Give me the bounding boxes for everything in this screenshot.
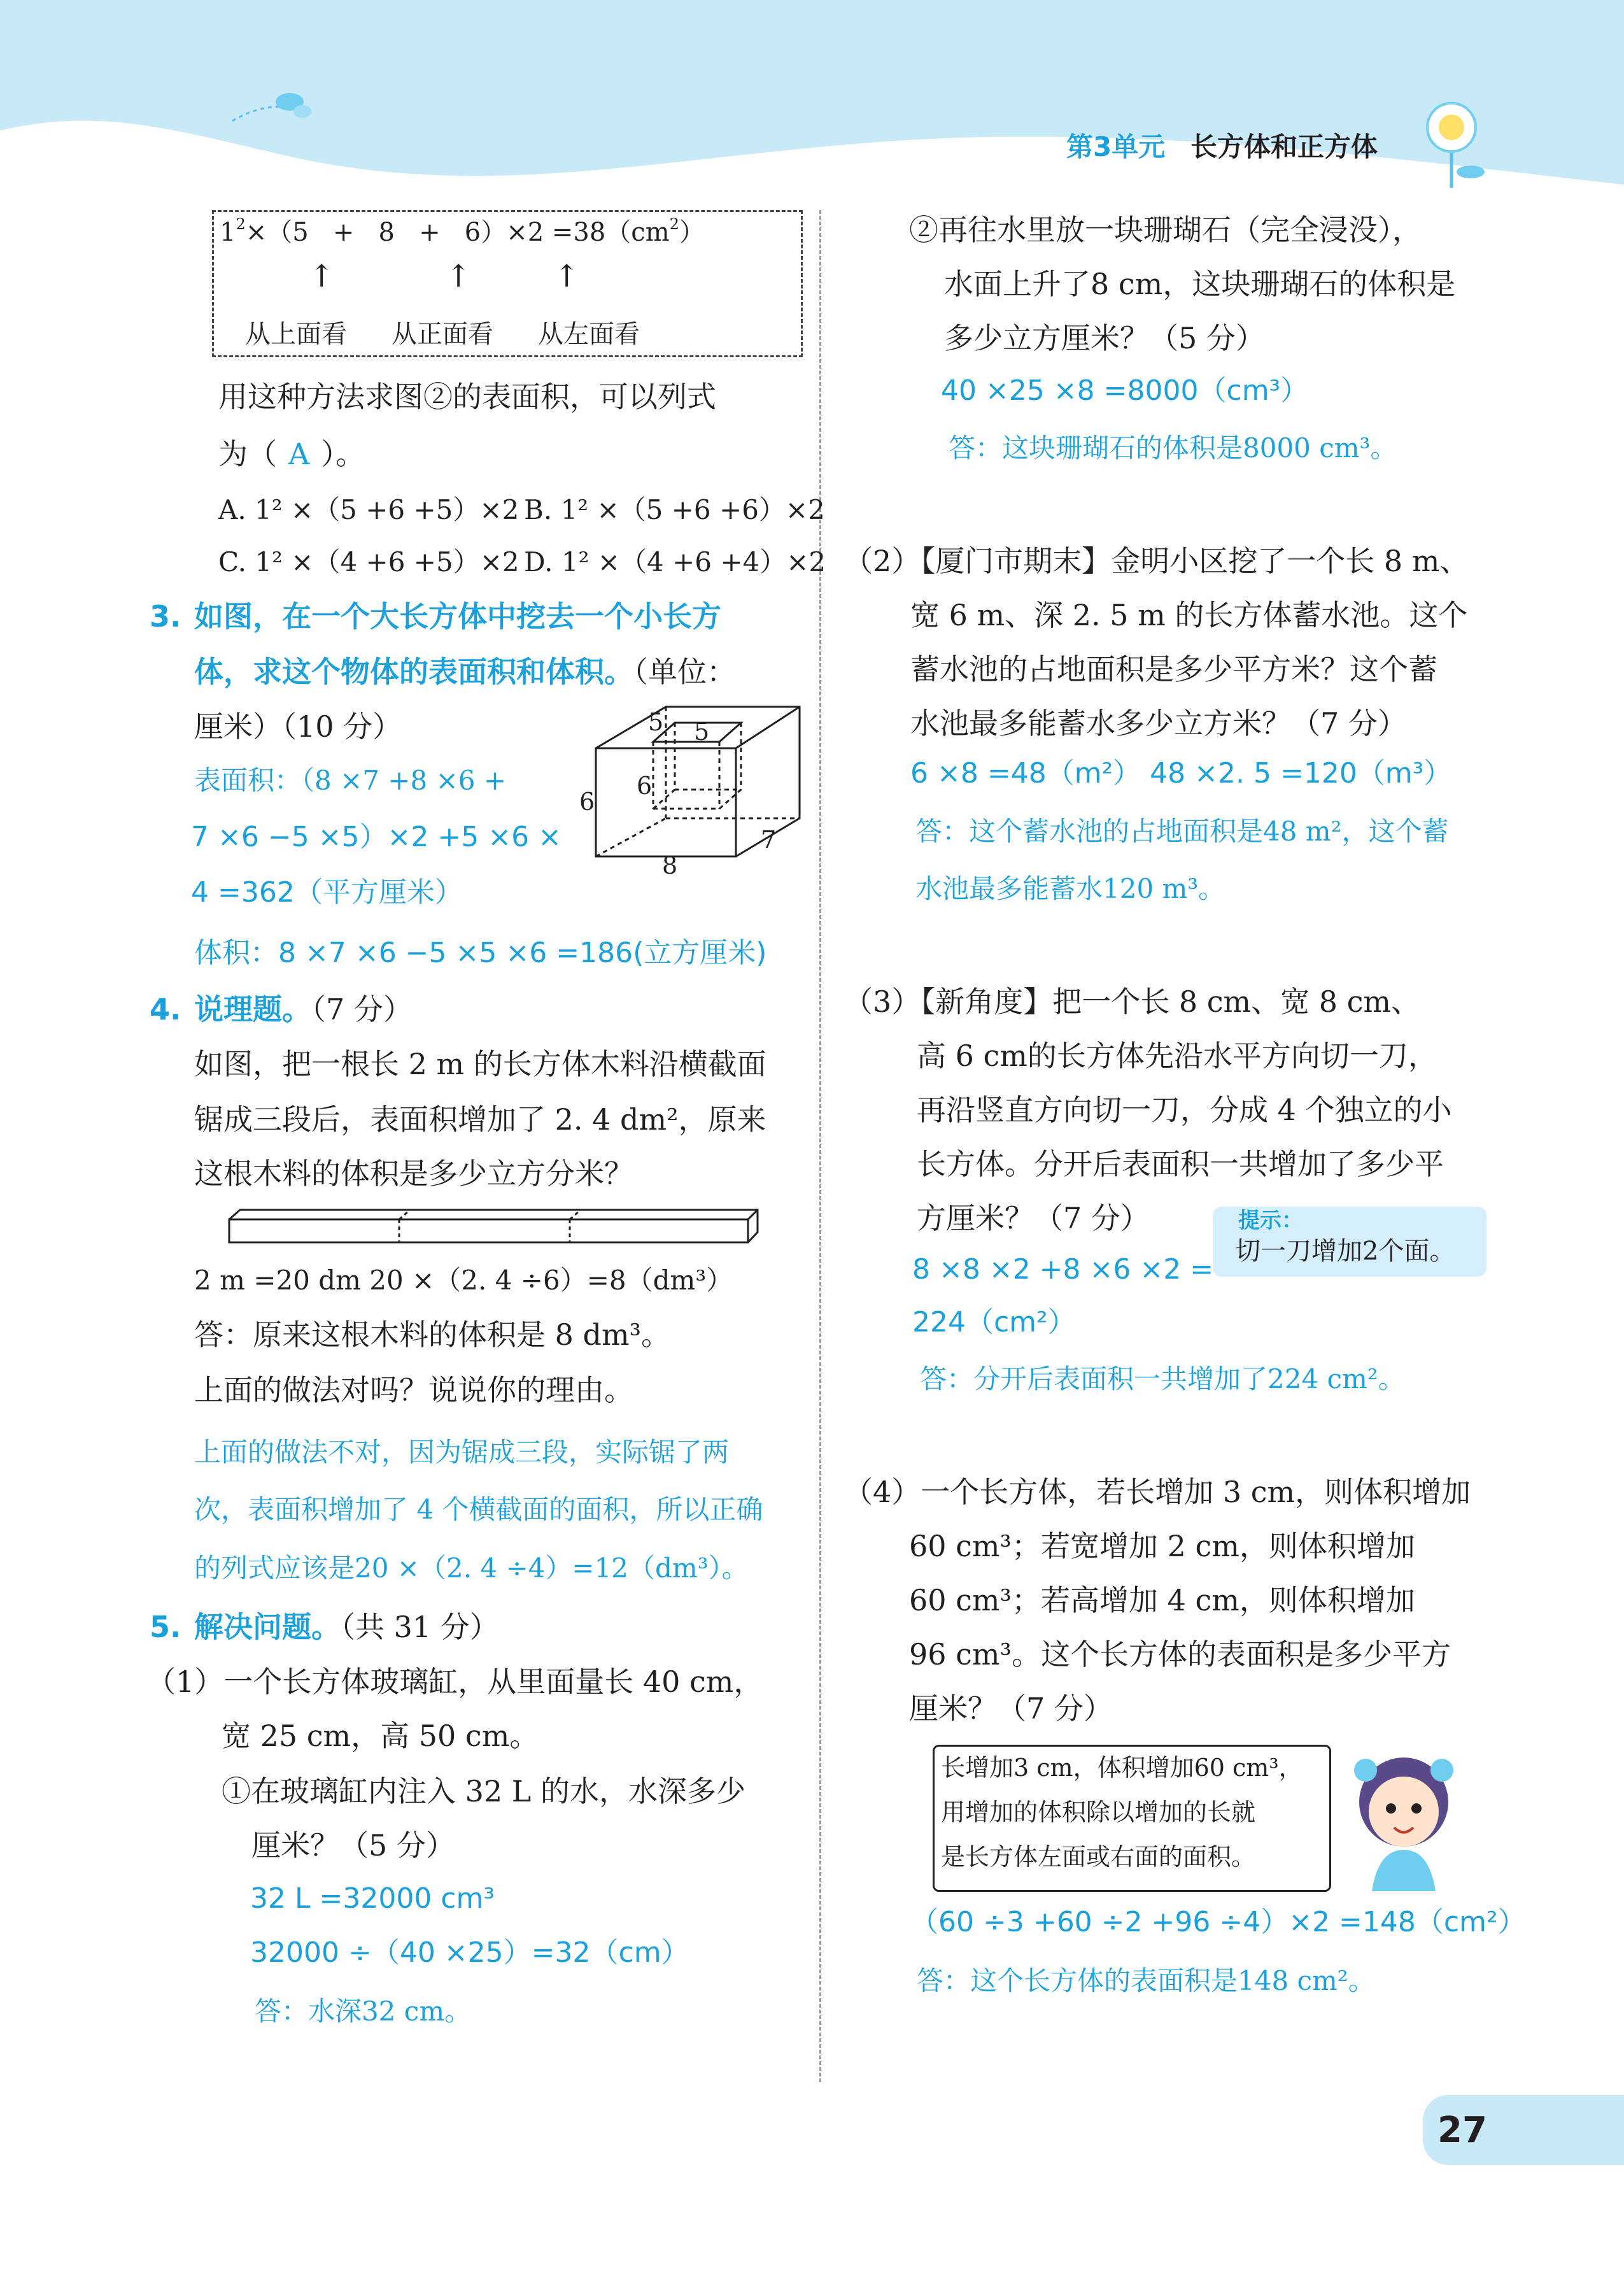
q5-part1-line1: （1）一个长方体玻璃缸，从里面量长 40 cm， — [146, 1665, 763, 1699]
q4-line1: 如图，把一根长 2 m 的长方体木料沿横截面 — [194, 1047, 766, 1081]
q4-line3: 这根木料的体积是多少立方分米？ — [194, 1156, 633, 1191]
q5-sub1-answer1: 32 L =32000 cm³ — [250, 1882, 495, 1915]
arrow-top: ↑ — [309, 259, 335, 294]
girl-illustration — [1340, 1745, 1467, 1891]
q3-answer-line4: 体积：8 ×7 ×6 −5 ×5 ×6 =186(立方厘米) — [194, 937, 767, 969]
page-number: 27 — [1437, 2110, 1487, 2151]
p3-answer1: 8 ×8 ×2 +8 ×6 ×2 = — [912, 1253, 1214, 1286]
q3-line1: 如图，在一个大长方体中挖去一个小长方 — [194, 599, 721, 634]
wood-beam-figure — [226, 1207, 761, 1245]
q4-line6: 上面的做法对吗？说说你的理由。 — [194, 1373, 633, 1407]
option-c: C. 1² ×（4 +6 +5）×2 — [218, 546, 519, 578]
q2-text-line2: 为（ A ）。 — [218, 437, 365, 471]
p4-line5: 厘米？（7 分） — [909, 1691, 1113, 1726]
p3-line4: 长方体。分开后表面积一共增加了多少平 — [917, 1147, 1444, 1181]
q4-number: 4. — [150, 992, 181, 1026]
q5-part1-line2: 宽 25 cm，高 50 cm。 — [222, 1719, 539, 1753]
formula-line: $1^2\times(5 + 8 + 6)\times 2 =38(cm^2)$ — [220, 215, 705, 247]
q4-title: 说理题。（7 分） — [194, 992, 413, 1026]
fig-label-6a: 6 — [579, 788, 595, 816]
view-label-front: 从正面看 — [392, 320, 493, 349]
bubble-line2: 用增加的体积除以增加的长就 — [941, 1798, 1256, 1826]
option-d: D. 1² ×（4 +6 +4）×2 — [524, 546, 826, 578]
q5-title: 解决问题。（共 31 分） — [194, 1610, 499, 1644]
p4-line1: （4）一个长方体，若长增加 3 cm，则体积增加 — [844, 1475, 1471, 1509]
q3-answer-line2: 7 ×6 −5 ×5）×2 +5 ×6 × — [191, 821, 561, 853]
hint-title: 提示： — [1238, 1208, 1303, 1233]
column-divider — [819, 210, 821, 2082]
bubble-line1: 长增加3 cm，体积增加60 cm³， — [941, 1754, 1303, 1782]
q3-number: 3. — [150, 599, 181, 634]
p2-answer1: 6 ×8 =48（m²） 48 ×2. 5 =120（m³） — [910, 757, 1452, 790]
q4-answer-line3: 的列式应该是20 ×（2. 4 ÷4）=12（dm³）。 — [194, 1552, 749, 1584]
p2-line3: 蓄水池的占地面积是多少平方米？这个蓄 — [910, 652, 1437, 686]
p3-line3: 再沿竖直方向切一刀，分成 4 个独立的小 — [917, 1093, 1452, 1127]
s2-answer1: 40 ×25 ×8 =8000（cm³） — [941, 374, 1309, 407]
p4-answer2: 答：这个长方体的表面积是148 cm²。 — [917, 1965, 1375, 1996]
bubble-line3: 是长方体左面或右面的面积。 — [941, 1843, 1256, 1871]
q3-line3: 厘米）（10 分） — [194, 709, 402, 744]
q5-sub1-answer3: 答：水深32 cm。 — [255, 1996, 472, 2027]
p3-line2: 高 6 cm的长方体先沿水平方向切一刀， — [917, 1039, 1437, 1073]
s2-line2: 水面上升了8 cm，这块珊瑚石的体积是 — [944, 267, 1456, 301]
hint-text: 切一刀增加2个面。 — [1235, 1237, 1455, 1266]
view-label-left: 从左面看 — [538, 320, 640, 349]
q4-answer-line2: 次，表面积增加了 4 个横截面的面积，所以正确 — [194, 1494, 763, 1525]
p3-answer3: 答：分开后表面积一共增加了224 cm²。 — [920, 1363, 1405, 1395]
s2-line1: ②再往水里放一块珊瑚石（完全浸没）， — [909, 213, 1422, 247]
fig-label-5b: 5 — [694, 718, 710, 746]
fig-label-8: 8 — [662, 851, 678, 879]
q4-line2: 锯成三段后，表面积增加了 2. 4 dm²，原来 — [194, 1102, 766, 1137]
p2-answer2: 答：这个蓄水池的占地面积是48 m²，这个蓄 — [915, 816, 1449, 847]
q4-line4: 2 m =20 dm 20 ×（2. 4 ÷6）=8（dm³） — [194, 1265, 733, 1296]
flower-icon — [1420, 96, 1496, 194]
p4-answer1: （60 ÷3 +60 ÷2 +96 ÷4）×2 =148（cm²） — [910, 1906, 1526, 1938]
q2-text-line1: 用这种方法求图②的表面积，可以列式 — [218, 380, 716, 414]
option-b: B. 1² ×（5 +6 +6）×2 — [524, 494, 825, 525]
q3-answer-line1: 表面积：（8 ×7 +8 ×6 + — [194, 765, 507, 796]
s2-line3: 多少立方厘米？（5 分） — [944, 321, 1265, 355]
q5-sub1-answer2: 32000 ÷（40 ×25）=32（cm） — [250, 1936, 689, 1969]
q3-line2: 体，求这个物体的表面积和体积。（单位： — [194, 655, 736, 689]
q5-sub1-line2: 厘米？（5 分） — [251, 1828, 455, 1863]
q4-answer-line1: 上面的做法不对，因为锯成三段，实际锯了两 — [194, 1437, 730, 1468]
p4-line4: 96 cm³。这个长方体的表面积是多少平方 — [909, 1637, 1451, 1672]
p2-answer3: 水池最多能蓄水120 m³。 — [915, 873, 1225, 904]
arrow-front: ↑ — [446, 259, 472, 294]
p2-line4: 水池最多能蓄水多少立方米？（7 分） — [910, 706, 1407, 741]
q4-line5: 答：原来这根木料的体积是 8 dm³。 — [194, 1317, 671, 1352]
p3-line1: （3）【新角度】把一个长 8 cm、宽 8 cm、 — [844, 984, 1421, 1019]
s2-answer2: 答：这块珊瑚石的体积是8000 cm³。 — [949, 432, 1397, 464]
chapter-title: 长方体和正方体 — [1190, 131, 1378, 162]
p3-line5: 方厘米？（7 分） — [917, 1201, 1150, 1235]
fig-label-5a: 5 — [648, 708, 664, 736]
view-label-top: 从上面看 — [245, 320, 347, 349]
butterfly-icon — [226, 83, 315, 136]
arrow-left: ↑ — [554, 259, 580, 294]
unit-label: 第3单元 — [1066, 131, 1166, 162]
p2-line1: （2）【厦门市期末】金明小区挖了一个长 8 m、 — [844, 544, 1469, 578]
option-a: A. 1² ×（5 +6 +5）×2 — [218, 494, 519, 525]
p3-answer2: 224（cm²） — [912, 1306, 1076, 1338]
p4-line2: 60 cm³；若宽增加 2 cm，则体积增加 — [909, 1529, 1415, 1563]
fig-label-6b: 6 — [637, 772, 653, 800]
p2-line2: 宽 6 m、深 2. 5 m 的长方体蓄水池。这个 — [910, 598, 1468, 632]
q5-sub1-line1: ①在玻璃缸内注入 32 L 的水，水深多少 — [222, 1774, 745, 1808]
p4-line3: 60 cm³；若高增加 4 cm，则体积增加 — [909, 1583, 1415, 1617]
q3-answer-line3: 4 =362（平方厘米） — [191, 876, 463, 909]
fig-label-7: 7 — [761, 826, 777, 854]
q5-number: 5. — [150, 1610, 181, 1644]
